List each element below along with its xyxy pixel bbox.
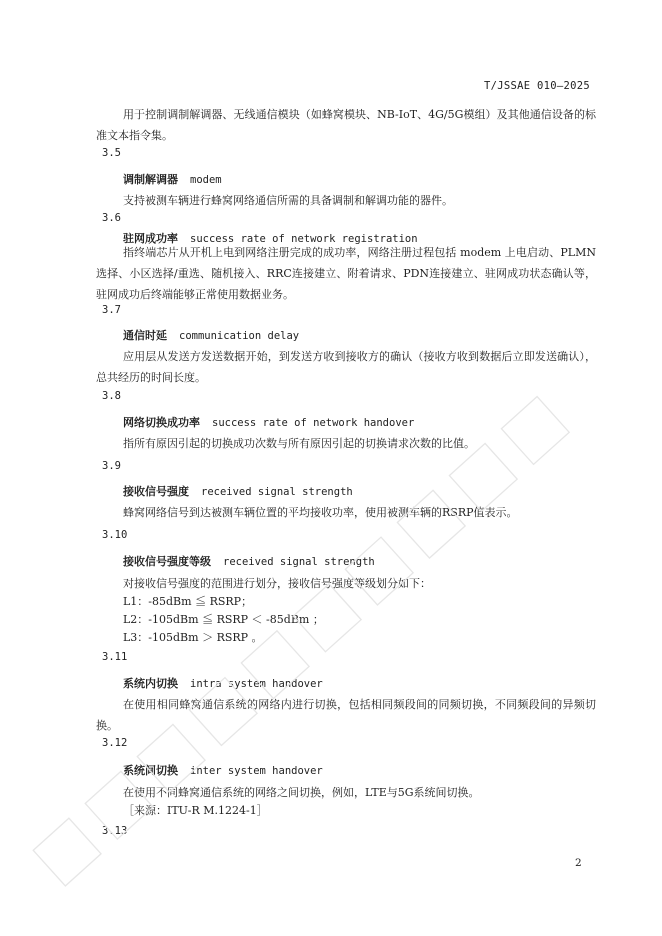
term-zh: 接收信号强度等级: [123, 555, 211, 568]
standard-number: T/JSSAE 010—2025: [484, 80, 590, 92]
clause-number: 3.9: [102, 460, 121, 472]
term-zh: 系统内切换: [123, 677, 178, 690]
clause-number: 3.11: [102, 651, 128, 663]
clause-number: 3.7: [102, 304, 121, 316]
definition: 在使用不同蜂窝通信系统的网络之间切换，例如，LTE与5G系统间切换。: [123, 786, 480, 799]
term-zh: 驻网成功率: [123, 232, 178, 245]
term-heading: [123, 414, 414, 430]
clause-number: 3.5: [102, 147, 121, 159]
definition: 蜂窝网络信号到达被测车辆位置的平均接收功率，使用被测车辆的RSRP值表示。: [123, 506, 518, 519]
definition: 在使用相同蜂窝通信系统的网络内进行切换，包括相同频段间的同频切换，不同频段间的异频切换。: [96, 698, 596, 732]
term-en: intra system handover: [190, 678, 323, 690]
term-en: modem: [190, 174, 222, 186]
term-en: received signal strength: [201, 486, 353, 498]
term-zh: 系统间切换: [123, 764, 178, 777]
term-heading: [123, 675, 323, 691]
term-zh: 网络切换成功率: [123, 416, 200, 429]
term-en: inter system handover: [190, 765, 323, 777]
term-heading: [123, 762, 323, 778]
term-zh: 通信时延: [123, 329, 167, 342]
clause-number: 3.8: [102, 390, 121, 402]
intro-text: 用于控制调制解调器、无线通信模块（如蜂窝模块、NB-IoT、4G/5G模组）及其他通信设备的标准文本指令集。: [96, 108, 596, 142]
definition: 指所有原因引起的切换成功次数与所有原因引起的切换请求次数的比值。: [123, 437, 475, 450]
term-en: communication delay: [179, 330, 300, 342]
clause-number: 3.10: [102, 529, 128, 541]
level-item: L3：-105dBm ＞ RSRP 。: [123, 631, 263, 644]
term-heading: [123, 327, 299, 343]
level-item: L1：-85dBm ≦ RSRP；: [123, 595, 253, 608]
term-en: success rate of network registration: [190, 233, 418, 245]
definition: 指终端芯片从开机上电到网络注册完成的成功率，网络注册过程包括 modem 上电启动、PLMN选择、小区选择/重选、随机接入、RRC连接建立、附着请求、PDN连接建立、驻网成功状态确认等，驻网成功后终端能够正常使用数据业务。: [96, 246, 596, 301]
term-heading: [123, 483, 353, 499]
clause-number: 3.12: [102, 737, 128, 749]
definition: 对接收信号强度的范围进行划分，接收信号强度等级划分如下：: [123, 577, 431, 590]
term-zh: 接收信号强度: [123, 485, 189, 498]
term-heading: [123, 553, 375, 569]
definition: 支持被测车辆进行蜂窝网络通信所需的具备调制和解调功能的器件。: [123, 194, 453, 207]
page-number: 2: [575, 857, 582, 869]
term-en: received signal strength: [223, 556, 375, 568]
term-en: success rate of network handover: [212, 417, 415, 429]
source-note: ［来源：ITU-R M.1224-1］: [123, 804, 268, 817]
term-heading: [123, 171, 222, 187]
level-item: L2：-105dBm ≦ RSRP ＜ -85dBm ；: [123, 613, 324, 626]
definition: 应用层从发送方发送数据开始，到发送方收到接收方的确认（接收方收到数据后立即发送确认），总共经历的时间长度。: [96, 350, 596, 384]
clause-number: 3.13: [102, 825, 128, 837]
clause-number: 3.6: [102, 212, 121, 224]
term-zh: 调制解调器: [123, 173, 178, 186]
